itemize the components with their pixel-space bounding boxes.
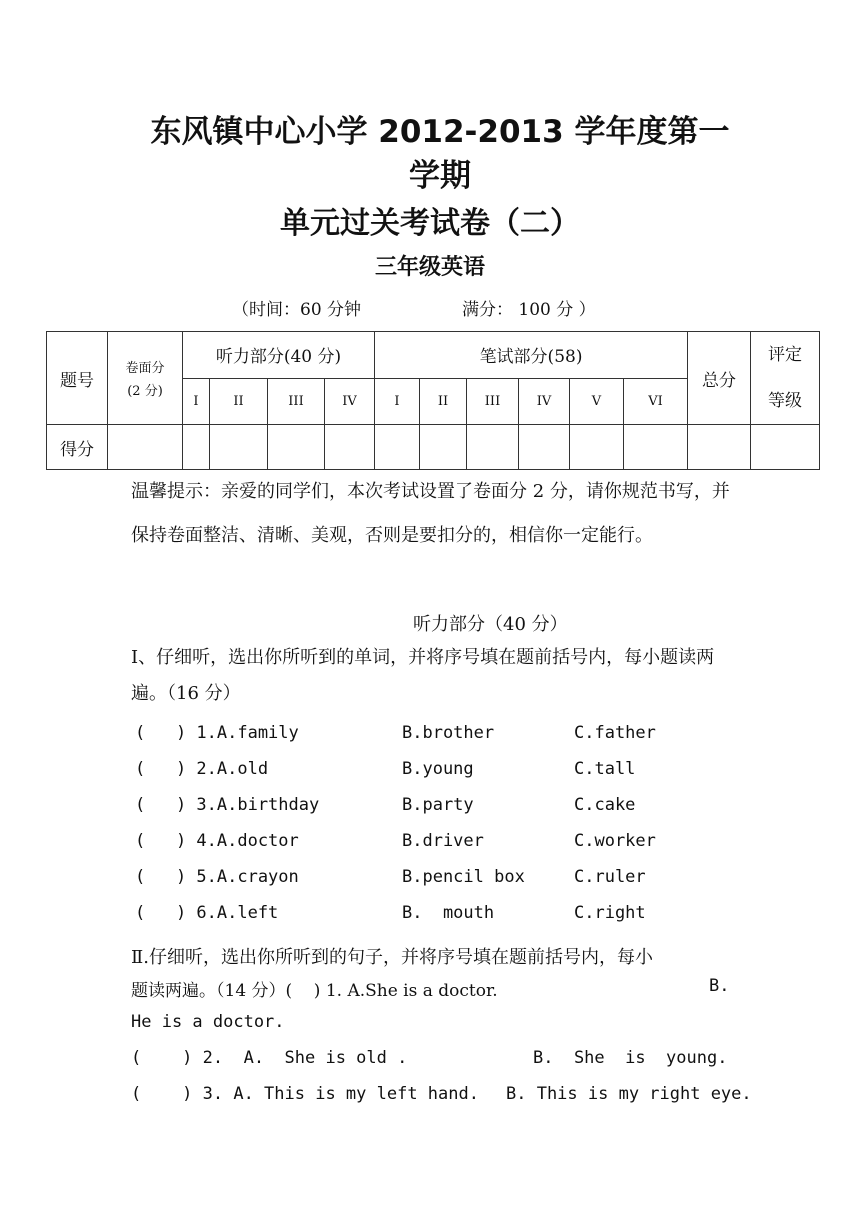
option-c: C.tall [574,759,636,779]
rating-label-2: 等级 [768,391,803,411]
question-row [131,831,731,861]
writing-part-4: IV [519,378,570,425]
writing-part-6: VI [624,378,688,425]
option-b: B.brother [402,723,495,743]
listening-part-3: III [268,378,325,425]
score-table [46,331,820,470]
score-cell [108,425,183,470]
writing-part-2: II [420,378,467,425]
part2-option-b: B. This is my right eye. [506,1084,752,1104]
question-a: ( ) 4.A.doctor [135,831,299,851]
score-cell [420,425,467,470]
part2-instruction-line2-row [131,976,731,1006]
question-row [131,795,731,825]
question-a: ( ) 6.A.left [135,903,279,923]
question-a: ( ) 2.A.old [135,759,269,779]
rating-label-1: 评定 [768,345,803,365]
option-b: B.driver [402,831,484,851]
question-a: ( ) 3.A.birthday [135,795,320,815]
col-neatness-header [108,332,183,425]
full-score-label: 满分： 100 分 ） [462,300,596,320]
score-cell [467,425,519,470]
writing-part-5: V [570,378,624,425]
listening-header: 听力部分(40 分) [183,332,375,379]
option-b: B.party [402,795,474,815]
question-row [131,903,731,933]
listening-part-1: I [183,378,210,425]
part2-option-b: B. She is young. [533,1048,728,1068]
title-line2: 单元过关考试卷（二） [280,206,580,241]
listening-part-4: IV [325,378,375,425]
score-cell [268,425,325,470]
question-row [131,867,731,897]
title-line3: 三年级英语 [374,255,485,280]
option-c: C.right [574,903,646,923]
listening-section-title: 听力部分（40 分） [413,614,568,635]
neatness-points: (2 分) [127,384,163,399]
part2-question-a: ( ) 3. A. This is my left hand. [131,1084,479,1104]
score-cell [210,425,268,470]
option-c: C.worker [574,831,656,851]
part2-item1-b: B. [709,976,730,996]
writing-part-1: I [375,378,420,425]
question-a: ( ) 1.A.family [135,723,299,743]
neatness-label: 卷面分 [125,361,165,376]
writing-part-3: III [467,378,519,425]
score-cell [325,425,375,470]
notice-paragraph: 温馨提示：亲爱的同学们，本次考试设置了卷面分 2 分，请你规范书写，并保持卷面整洁、清晰、美观，否则是要扣分的，相信你一定能行。 [131,481,730,546]
writing-header: 笔试部分(58) [375,332,688,379]
listening-part-2: II [210,378,268,425]
title-line1: 东风镇中心小学 2012-2013 学年度第一学期 [150,114,730,194]
score-cell [183,425,210,470]
part2-question-a: ( ) 2. A. She is old . [131,1048,408,1068]
part2-item1-b-cont-row [131,1012,731,1042]
part2-instruction-line2: 题读两遍。（14 分）( ) 1. A.She is a doctor. [131,981,498,1001]
part2-question-row [131,1048,731,1078]
score-cell [519,425,570,470]
score-cell [570,425,624,470]
score-cell [375,425,420,470]
question-row [131,723,731,753]
question-a: ( ) 5.A.crayon [135,867,299,887]
part2-instruction-line1: Ⅱ.仔细听，选出你所听到的句子，并将序号填在题前括号内，每小 [131,947,653,968]
score-row-label: 得分 [47,425,108,470]
col-number-header: 题号 [47,332,108,425]
time-label: （时间：60 分钟 [232,300,362,320]
part2-question-row [131,1084,752,1114]
option-b: B. mouth [402,903,495,923]
score-cell [751,425,820,470]
part2-item1-b-cont: He is a doctor. [131,1012,285,1032]
option-c: C.cake [574,795,636,815]
total-header: 总分 [688,332,751,425]
part1-instruction: Ⅰ、仔细听，选出你所听到的单词，并将序号填在题前括号内，每小题读两遍。（16 分） [131,647,715,704]
option-b: B.pencil box [402,867,525,887]
option-c: C.father [574,723,656,743]
option-c: C.ruler [574,867,646,887]
score-cell [688,425,751,470]
option-b: B.young [402,759,474,779]
question-row [131,759,731,789]
rating-header [751,332,820,425]
score-cell [624,425,688,470]
